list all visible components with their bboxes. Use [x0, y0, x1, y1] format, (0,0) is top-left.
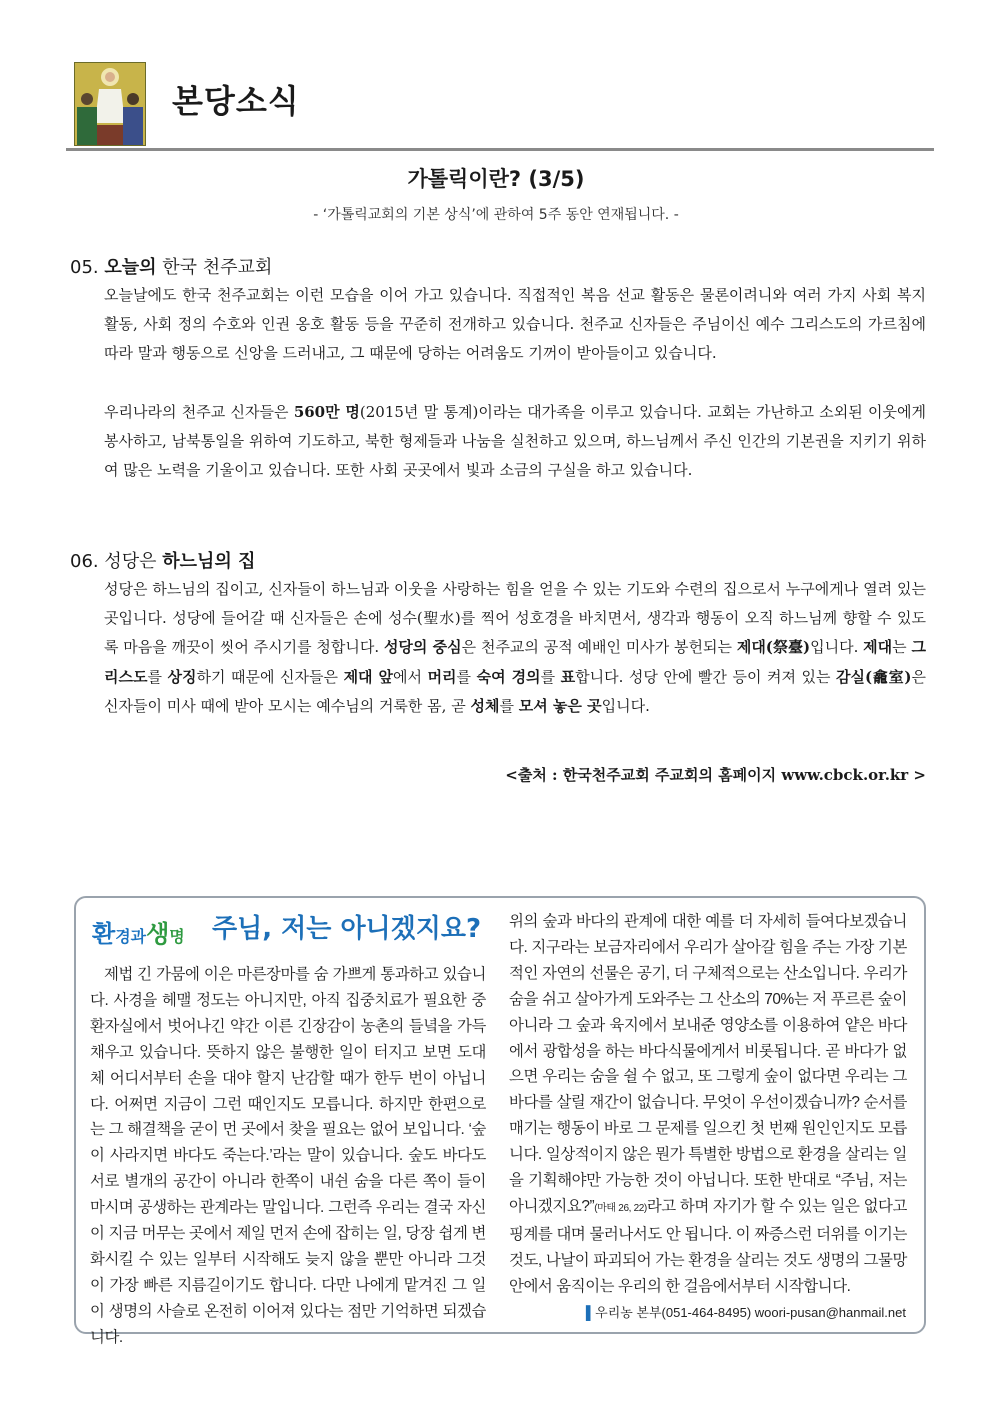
source-citation: <출처 : 한국천주교회 주교회의 홈페이지 www.cbck.or.kr > [505, 766, 926, 784]
article-subtitle: - ‘가톨릭교회의 기본 상식’에 관하여 5주 동안 연재됩니다. - [313, 207, 679, 223]
section-06-paragraph: 성당은 하느님의 집이고, 신자들이 하느님과 이웃을 사랑하는 힘을 얻을 수 있는 기도와 수련의 집으로서 누구에게나 열려 있는 곳입니다. 성당에 들어갈 때 신자들은 손에 성수(聖水)를 찍어 성호경을 바치면서, 생각과 행동이 오직 하느님께 향할 수 있도록 마음을 깨끗이 씻어 주시기를 청합니다. 성당의 중심은 천주교의 공적 예배인 미사가 봉헌되는 제대(祭臺)입니다. 제대는 그리스도를 상징하기 때문에 신자들은 제대 앞에서 머리를 숙여 경의를 표합니다. 성당 안에 빨간 등이 켜져 있는 감실(龕室)은 신자들이 미사 때에 받아 모시는 예수님의 거룩한 몸, 곧 성체를 모셔 놓은 곳입니다. [104, 580, 927, 715]
environment-right-column: 위의 숲과 바다의 관계에 대한 예를 더 자세히 들여다보겠습니다. 지구라는 보금자리에서 우리가 살아갈 힘을 주는 가장 기본적인 자연의 선물은 공기, 더 구체적으로는 산소입니다. 우리가 숨을 쉬고 살아가게 도와주는 그 산소의 70%는 저 푸르른 숲이 아니라 그 숲과 육지에서 보내준 영양소를 이용하여 얕은 바다에서 광합성을 하는 바다식물에게서 비롯됩니다. 곧 바다가 없으면 우리는 숨을 쉴 수 없고, 또 그렇게 숲이 없다면 우리는 그 바다를 살릴 재간이 없습니다. 무엇이 우선이겠습니까? 순서를 매기는 행동이 바로 그 문제를 일으킨 첫 번째 원인인지도 모릅니다. 일상적이지 않은 뭔가 특별한 방법으로 환경을 살리는 일을 기획해야만 가능한 것이 아닙니다. 또한 반대로 “주님, 저는 아니겠지요?”(마태 26, 22)라고 하며 자기가 할 수 있는 일은 없다고 핑계를 대며 물러나서도 안 됩니다. 이 짜증스런 더위를 이기는 것도, 나날이 파괴되어 가는 환경을 살리는 것도 생명의 그물망 안에서 움직이는 우리의 한 걸음에서부터 시작합니다. [509, 913, 907, 1295]
section-heading-06 [70, 547, 256, 573]
environment-left-column: 제법 긴 가뭄에 이은 마른장마를 숨 가쁘게 통과하고 있습니다. 사경을 헤맬 정도는 아니지만, 아직 집중치료가 필요한 중환자실에서 벗어나긴 약간 이른 긴장감이 농촌의 들녘을 가득 채우고 있습니다. 뜻하지 않은 불행한 일이 터지고 보면 도대체 어디서부터 손을 대야 할지 난감할 때가 한두 번이 아닙니다. 어쩌면 지금이 그런 때인지도 모릅니다. 하지만 한편으로는 그 해결책을 굳이 먼 곳에서 찾을 필요는 없어 보입니다. ‘숲이 사라지면 바다도 죽는다.’라는 말이 있습니다. 숲도 바다도 서로 별개의 공간이 아니라 한쪽이 내쉰 숨을 다른 쪽이 들이마시며 공생하는 관계라는 말입니다. 그런즉 우리는 결국 자신이 지금 머무는 곳에서 제일 먼저 손에 잡히는 일, 당장 쉽게 변화시킬 수 있는 일부터 시작해도 늦지 않을 뿐만 아니라 그것이 가장 빠른 지름길이기도 합니다. 다만 나에게 맡겨진 그 일이 생명의 사슬로 온전히 이어져 있다는 점만 기억하면 되겠습니다. [90, 966, 486, 1346]
section-heading-text: 한국 천주교회 [162, 257, 273, 278]
section-heading-05 [70, 253, 272, 279]
article-title: 가톨릭이란? (3/5) [407, 167, 585, 191]
section-title: 본당소식 [172, 82, 300, 120]
section-number: 06. [70, 551, 99, 572]
header-divider [66, 148, 934, 151]
section-heading-text: 성당은 [104, 551, 157, 572]
contact-info: ▌우리농 본부(051-464-8495) woori-pusan@hanmail.net [585, 1305, 906, 1320]
section-05-paragraph-1: 오늘날에도 한국 천주교회는 이런 모습을 이어 가고 있습니다. 직접적인 복음 선교 활동은 물론이려니와 여러 가지 사회 복지 활동, 사회 정의 수호와 인권 옹호 활동 등을 꾸준히 전개하고 있습니다. 천주교 신자들은 주님이신 예수 그리스도의 가르침에 따라 말과 행동으로 신앙을 드러내고, 그 때문에 당하는 어려움도 기꺼이 받아들이고 있습니다. [104, 286, 926, 363]
section-05-paragraph-2: 우리나라의 천주교 신자들은 560만 명(2015년 말 통계)이라는 대가족을 이루고 있습니다. 교회는 가난하고 소외된 이웃에게 봉사하고, 남북통일을 위하여 기도하고, 북한 형제들과 나눔을 실천하고 있으며, 하느님께서 주신 인간의 기본권을 지키기 위하여 많은 노력을 기울이고 있습니다. 또한 사회 곳곳에서 빛과 소금의 구실을 하고 있습니다. [104, 403, 926, 480]
environment-tag: 환경과생명 [92, 920, 185, 948]
section-heading-bold: 오늘의 [104, 257, 157, 278]
environment-title: 주님, 저는 아니겠지요? [212, 914, 482, 944]
parish-logo-image [74, 62, 146, 146]
section-heading-bold: 하느님의 집 [162, 551, 256, 572]
section-number: 05. [70, 257, 99, 278]
